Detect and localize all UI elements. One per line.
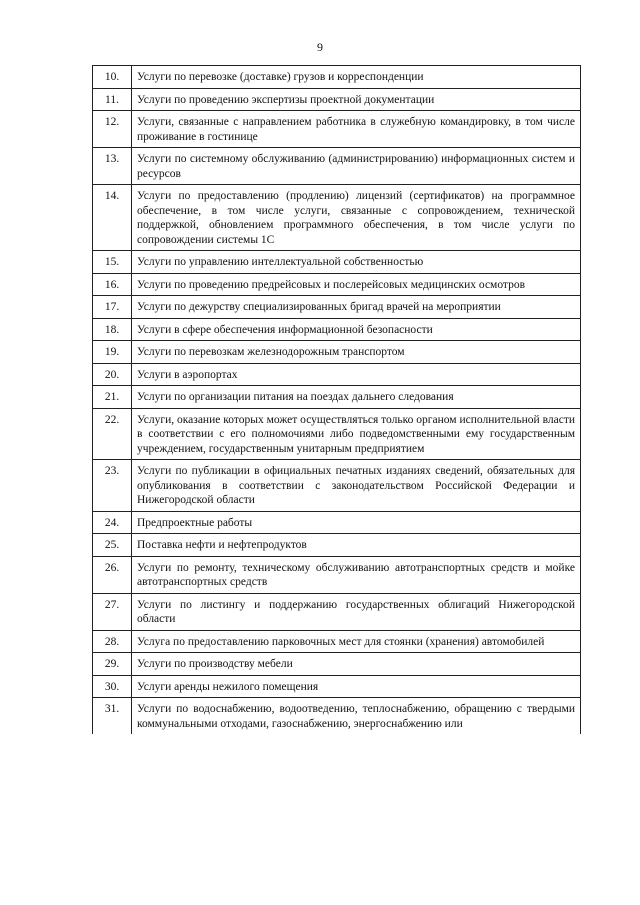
- table-row: [93, 593, 581, 630]
- services-table: [92, 65, 581, 734]
- table-row: [93, 273, 581, 296]
- row-number: 27.: [93, 593, 132, 630]
- service-description: Услуги по перевозке (доставке) грузов и корреспонденции: [132, 66, 581, 89]
- table-row: [93, 386, 581, 409]
- table-row: [93, 511, 581, 534]
- row-number: 24.: [93, 511, 132, 534]
- service-description: Услуга по предоставлению парковочных мест для стоянки (хранения) автомобилей: [132, 630, 581, 653]
- row-number: 13.: [93, 148, 132, 185]
- service-description: Услуги по управлению интеллектуальной собственностью: [132, 251, 581, 274]
- service-description: Услуги по листингу и поддержанию государственных облигаций Нижегородской области: [132, 593, 581, 630]
- service-description: Услуги по производству мебели: [132, 653, 581, 676]
- table-row: [93, 556, 581, 593]
- row-number: 30.: [93, 675, 132, 698]
- service-description: Услуги, оказание которых может осуществляться только органом исполнительной власти в соответствии с его полномочиями либо подведомственными ему государственным учреждением, государственным унитарным предприятием: [132, 408, 581, 460]
- service-description: Поставка нефти и нефтепродуктов: [132, 534, 581, 557]
- table-row: [93, 675, 581, 698]
- table-row: [93, 111, 581, 148]
- service-description: Предпроектные работы: [132, 511, 581, 534]
- table-row: [93, 296, 581, 319]
- service-description: Услуги по проведению экспертизы проектной документации: [132, 88, 581, 111]
- service-description: Услуги по перевозкам железнодорожным транспортом: [132, 341, 581, 364]
- table-row: [93, 318, 581, 341]
- row-number: 12.: [93, 111, 132, 148]
- table-row: [93, 148, 581, 185]
- row-number: 22.: [93, 408, 132, 460]
- service-description: Услуги по водоснабжению, водоотведению, теплоснабжению, обращению с твердыми коммунальными отходами, газоснабжению, энергоснабжению или: [132, 698, 581, 735]
- row-number: 28.: [93, 630, 132, 653]
- row-number: 20.: [93, 363, 132, 386]
- table-row: [93, 698, 581, 735]
- service-description: Услуги по публикации в официальных печатных изданиях сведений, обязательных для опубликования в соответствии с законодательством Российской Федерации и Нижегородской области: [132, 460, 581, 512]
- row-number: 16.: [93, 273, 132, 296]
- row-number: 23.: [93, 460, 132, 512]
- service-description: Услуги по дежурству специализированных бригад врачей на мероприятии: [132, 296, 581, 319]
- row-number: 26.: [93, 556, 132, 593]
- row-number: 31.: [93, 698, 132, 735]
- table-row: [93, 251, 581, 274]
- table-row: [93, 66, 581, 89]
- table-row: [93, 408, 581, 460]
- table-row: [93, 363, 581, 386]
- row-number: 18.: [93, 318, 132, 341]
- table-row: [93, 185, 581, 251]
- table-row: [93, 88, 581, 111]
- service-description: Услуги по предоставлению (продлению) лицензий (сертификатов) на программное обеспечение, в том числе услуги, связанные с сопровождением, технической поддержкой, обновлением программного обеспечения, в том числе услуги по сопровождении системы 1С: [132, 185, 581, 251]
- row-number: 10.: [93, 66, 132, 89]
- table-row: [93, 341, 581, 364]
- service-description: Услуги по ремонту, техническому обслуживанию автотранспортных средств и мойке автотранспортных средств: [132, 556, 581, 593]
- row-number: 15.: [93, 251, 132, 274]
- service-description: Услуги в сфере обеспечения информационной безопасности: [132, 318, 581, 341]
- page-number: 9: [317, 40, 323, 54]
- row-number: 17.: [93, 296, 132, 319]
- row-number: 11.: [93, 88, 132, 111]
- service-description: Услуги по проведению предрейсовых и послерейсовых медицинских осмотров: [132, 273, 581, 296]
- row-number: 21.: [93, 386, 132, 409]
- row-number: 25.: [93, 534, 132, 557]
- table-row: [93, 460, 581, 512]
- service-description: Услуги аренды нежилого помещения: [132, 675, 581, 698]
- table-row: [93, 653, 581, 676]
- service-description: Услуги по организации питания на поездах дальнего следования: [132, 386, 581, 409]
- row-number: 29.: [93, 653, 132, 676]
- table-row: [93, 630, 581, 653]
- row-number: 19.: [93, 341, 132, 364]
- table-row: [93, 534, 581, 557]
- service-description: Услуги, связанные с направлением работника в служебную командировку, в том числе проживание в гостинице: [132, 111, 581, 148]
- row-number: 14.: [93, 185, 132, 251]
- service-description: Услуги в аэропортах: [132, 363, 581, 386]
- service-description: Услуги по системному обслуживанию (администрированию) информационных систем и ресурсов: [132, 148, 581, 185]
